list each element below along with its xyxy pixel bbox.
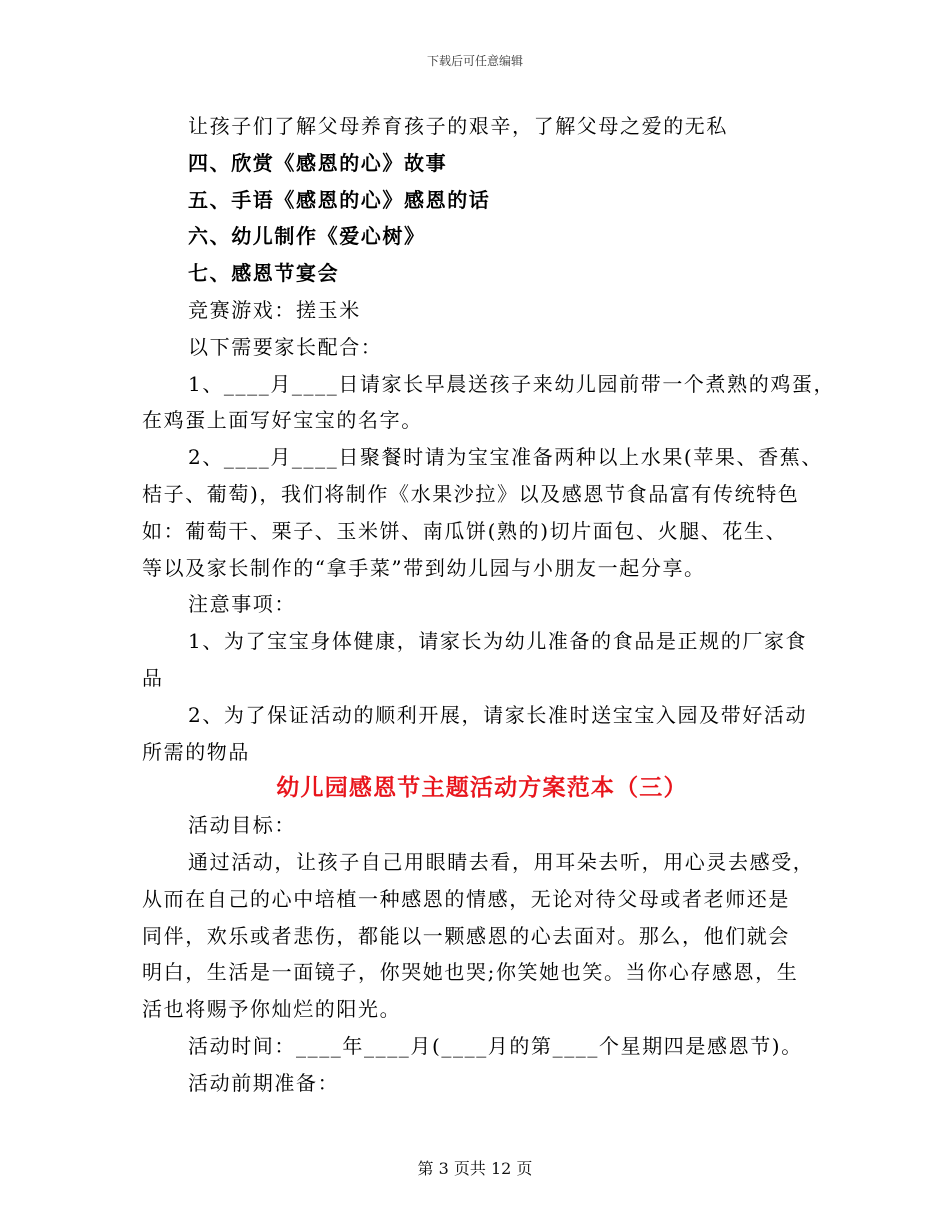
paragraph-line: 等以及家长制作的“拿手菜”带到幼儿园与小朋友一起分享。 [142,555,706,580]
paragraph-line: 如：葡萄干、栗子、玉米饼、南瓜饼(熟的)切片面包、火腿、花生、 [142,518,788,543]
document-body [142,108,836,1102]
page-footer: 第 3 页共 12 页 [417,1159,533,1178]
paragraph-line: 2、为了保证活动的顺利开展，请家长准时送宝宝入园及带好活动 [188,702,808,727]
paragraph-line: 品 [142,665,164,690]
paragraph-line: 活动前期准备： [188,1070,340,1095]
paragraph-line: 2、____月____日聚餐时请为宝宝准备两种以上水果(苹果、香蕉、 [188,445,823,470]
paragraph-line: 同伴，欢乐或者悲伤，都能以一颗感恩的心去面对。那么，他们就会 [142,923,790,948]
section-heading: 七、感恩节宴会 [188,261,340,286]
paragraph-line: 注意事项： [188,592,296,617]
paragraph-line: 桔子、葡萄)，我们将制作《水果沙拉》以及感恩节食品富有传统特色 [142,481,800,506]
paragraph-line: 竞赛游戏：搓玉米 [188,297,361,322]
paragraph-line: 明白，生活是一面镜子，你哭她也哭;你笑她也笑。当你心存感恩，生 [142,960,799,985]
paragraph-line: 活也将赐予你灿烂的阳光。 [142,997,402,1022]
paragraph-line: 从而在自己的心中培植一种感恩的情感，无论对待父母或者老师还是 [142,886,790,911]
paragraph-line: 以下需要家长配合： [188,334,383,359]
paragraph-line: 让孩子们了解父母养育孩子的艰辛，了解父母之爱的无私 [188,114,728,138]
paragraph-line: 1、为了宝宝身体健康，请家长为幼儿准备的食品是正规的厂家食 [188,629,808,654]
section-title: 幼儿园感恩节主题活动方案范本（三） [276,774,688,802]
paragraph-line: 所需的物品 [142,739,250,764]
paragraph-line: 活动时间：____年____月(____月的第____个星期四是感恩节)。 [188,1033,803,1058]
paragraph-line: 活动目标： [188,813,296,838]
page-header: 下载后可任意编辑 [426,54,523,68]
paragraph-line: 1、____月____日请家长早晨送孩子来幼儿园前带一个煮熟的鸡蛋， [188,371,836,396]
paragraph-line: 通过活动，让孩子自己用眼睛去看，用耳朵去听，用心灵去感受， [188,849,815,874]
section-heading: 五、手语《感恩的心》感恩的话 [188,187,491,212]
paragraph-line: 在鸡蛋上面写好宝宝的名字。 [142,408,423,433]
section-heading: 四、欣赏《感恩的心》故事 [188,150,448,175]
section-heading: 六、幼儿制作《爱心树》 [188,224,426,249]
